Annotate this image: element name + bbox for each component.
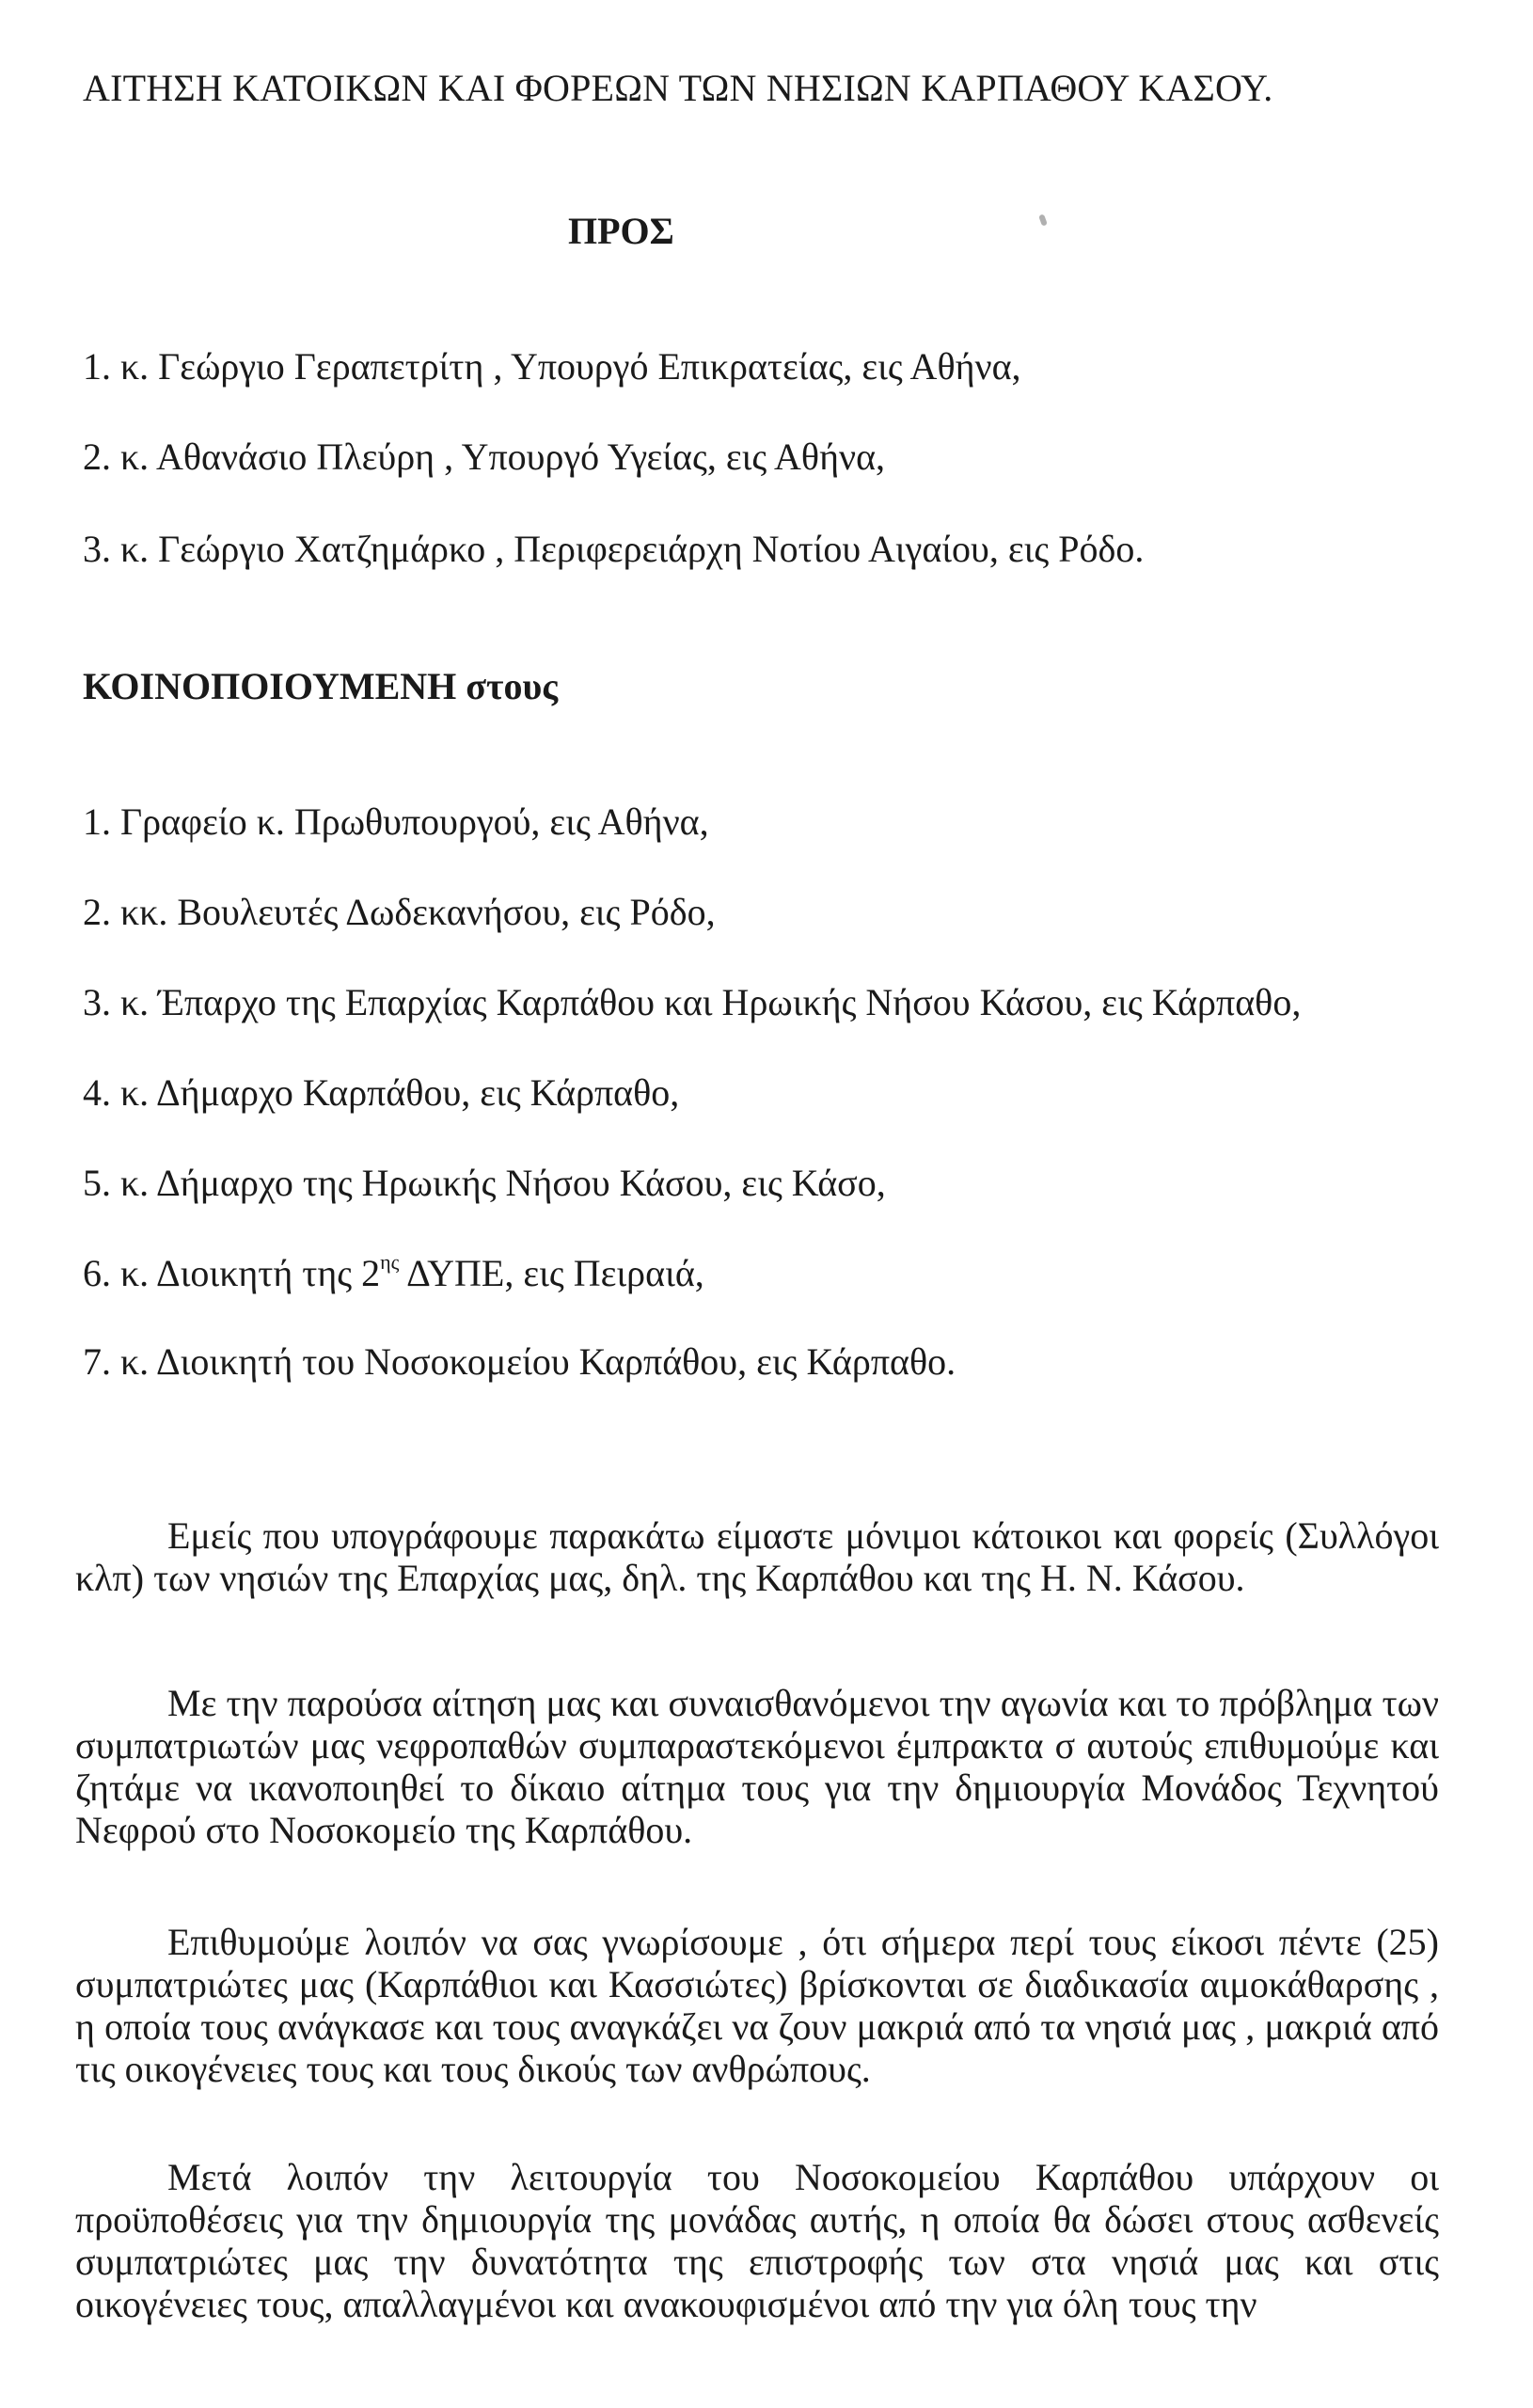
scan-speck [1038,214,1048,226]
document-title: ΑΙΤΗΣΗ ΚΑΤΟΙΚΩΝ ΚΑΙ ΦΟΡΕΩΝ ΤΩΝ ΝΗΣΙΩΝ ΚΑΡΠΑΘΟΥ ΚΑΣΟΥ. [83,67,1273,109]
to-heading: ΠΡΟΣ [568,210,674,252]
cc-item-6 [83,1251,704,1295]
cc-heading: ΚΟΙΝΟΠΟΙΟΥΜΕΝΗ στους [83,665,559,707]
recipient-2: 2. κ. Αθανάσιο Πλεύρη , Υπουργό Υγείας, εις Αθήνα, [83,436,886,478]
cc-item-1: 1. Γραφείο κ. Πρωθυπουργού, εις Αθήνα, [83,800,709,843]
paragraph-2: Με την παρούσα αίτηση μας και συναισθανόμενοι την αγωνία και το πρόβλημα των συμπατριωτών μας νεφροπαθών συμπαραστεκόμενοι έμπρακτα σ αυτούς επιθυμούμε και ζητάμε να ικανοποιηθεί το δίκαιο αίτημα τους για την δημιουργία Μονάδος Τεχνητού Νεφρού στο Νοσοκομείο της Καρπάθου. [75,1682,1439,1851]
paragraph-3: Επιθυμούμε λοιπόν να σας γνωρίσουμε , ότι σήμερα περί τους είκοσι πέντε (25) συμπατριώτες μας (Καρπάθιοι και Κασσιώτες) βρίσκονται σε διαδικασία αιμοκάθαρσης , η οποία τους ανάγκασε και τους αναγκάζει να ζουν μακριά από τα νησιά μας , μακριά από τις οικογένειες τους και τους δικούς των ανθρώπους. [75,1921,1439,2090]
cc-item-6-rest: ΔΥΠΕ, εις Πειραιά, [399,1252,704,1294]
cc-item-5: 5. κ. Δήμαρχο της Ηρωικής Νήσου Κάσου, εις Κάσο, [83,1162,886,1204]
cc-item-7: 7. κ. Διοικητή του Νοσοκομείου Καρπάθου, εις Κάρπαθο. [83,1340,956,1383]
recipient-1: 1. κ. Γεώργιο Γεραπετρίτη , Υπουργό Επικρατείας, εις Αθήνα, [83,345,1021,388]
cc-item-2: 2. κκ. Βουλευτές Δωδεκανήσου, εις Ρόδο, [83,891,716,933]
cc-item-3: 3. κ. Έπαρχο της Επαρχίας Καρπάθου και Ηρωικής Νήσου Κάσου, εις Κάρπαθο, [83,981,1302,1023]
recipient-3: 3. κ. Γεώργιο Χατζημάρκο , Περιφερειάρχη Νοτίου Αιγαίου, εις Ρόδο. [83,528,1145,570]
paragraph-1: Εμείς που υπογράφουμε παρακάτω είμαστε μόνιμοι κάτοικοι και φορείς (Συλλόγοι κλπ) των νησιών της Επαρχίας μας, δηλ. της Καρπάθου και της Η. Ν. Κάσου. [75,1514,1439,1599]
paragraph-4: Μετά λοιπόν την λειτουργία του Νοσοκομείου Καρπάθου υπάρχουν οι προϋποθέσεις για την δημιουργία της μονάδας αυτής, η οποία θα δώσει στους ασθενείς συμπατριώτες μας την δυνατότητα της επιστροφής των στα νησιά μας και στις οικογένειες τους, απαλλαγμένοι και ανακουφισμένοι από την για όλη τους την [75,2156,1439,2325]
cc-item-6-superscript: ης [380,1250,400,1274]
cc-item-6-text: 6. κ. Διοικητή της 2 [83,1252,381,1294]
cc-item-4: 4. κ. Δήμαρχο Καρπάθου, εις Κάρπαθο, [83,1071,680,1114]
